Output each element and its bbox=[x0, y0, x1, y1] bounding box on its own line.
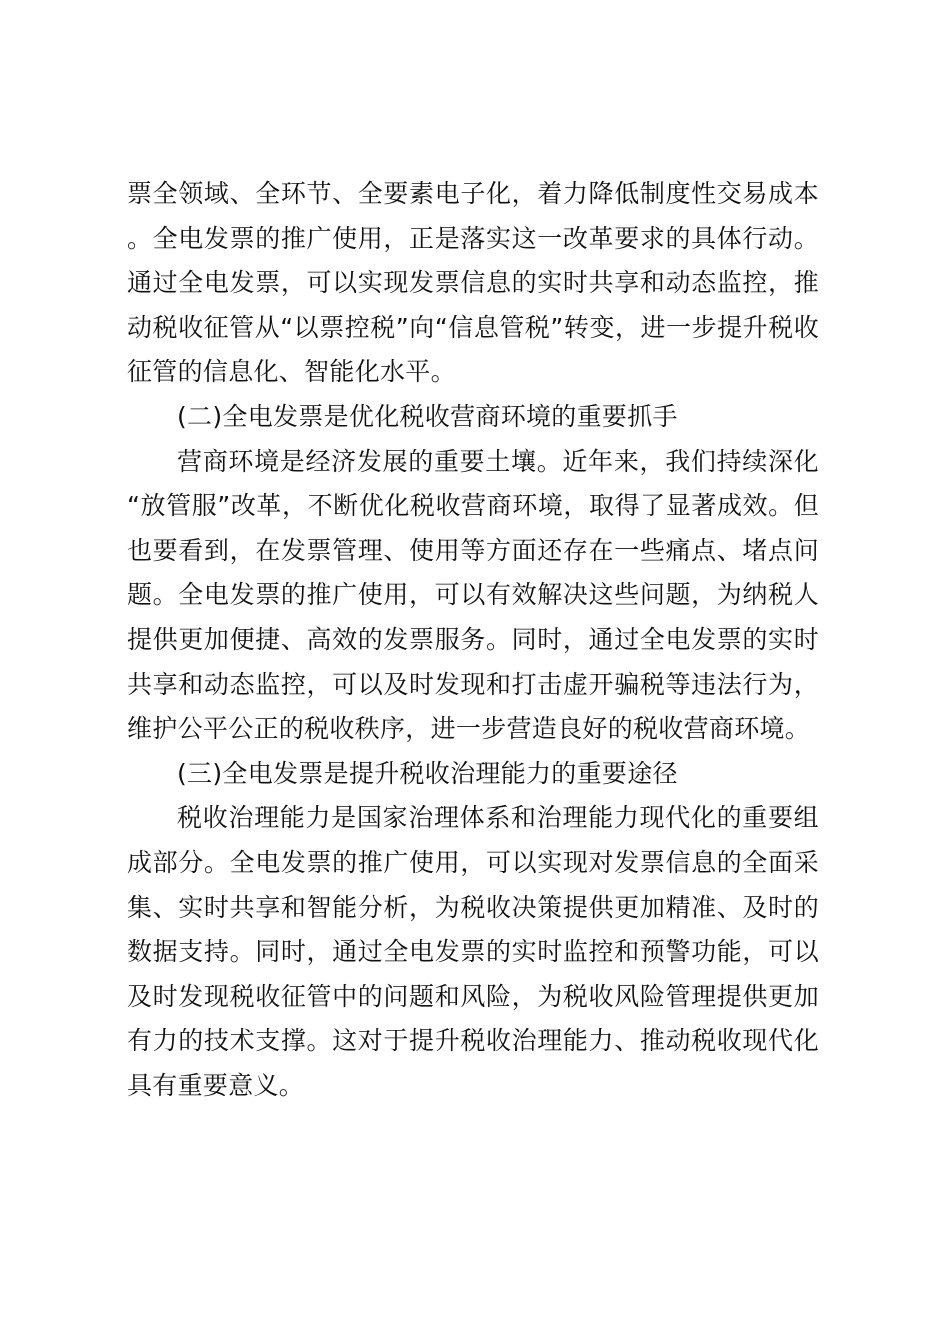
body-paragraph-governance-capacity: 税收治理能力是国家治理体系和治理能力现代化的重要组成部分。全电发票的推广使用，可以实现对发票信息的全面采集、实时共享和智能分析，为税收决策提供更加精准、及时的数据支持。同时，通过全电发票的实时监控和预警功能，可以及时发现税收征管中的问题和风险，为税收风险管理提供更加有力的技术支撑。这对于提升税收治理能力、推动税收现代化具有重要意义。 bbox=[127, 803, 819, 1100]
document-body bbox=[127, 172, 819, 1108]
section-heading-3: (三)全电发票是提升税收治理能力的重要途径 bbox=[177, 758, 678, 788]
body-paragraph-business-environment: 营商环境是经济发展的重要土壤。近年来，我们持续深化“放管服”改革，不断优化税收营商环境，取得了显著成效。但也要看到，在发票管理、使用等方面还存在一些痛点、堵点问题。全电发票的推广使用，可以有效解决这些问题，为纳税人提供更加便捷、高效的发票服务。同时，通过全电发票的实时共享和动态监控，可以及时发现和打击虚开骗税等违法行为，维护公平公正的税收秩序，进一步营造良好的税收营商环境。 bbox=[127, 446, 819, 744]
body-paragraph-continued: 票全领域、全环节、全要素电子化，着力降低制度性交易成本。全电发票的推广使用，正是落实这一改革要求的具体行动。通过全电发票，可以实现发票信息的实时共享和动态监控，推动税收征管从“以票控税”向“信息管税”转变，进一步提升税收征管的信息化、智能化水平。 bbox=[127, 179, 819, 387]
section-heading-2: (二)全电发票是优化税收营商环境的重要抓手 bbox=[177, 401, 678, 431]
